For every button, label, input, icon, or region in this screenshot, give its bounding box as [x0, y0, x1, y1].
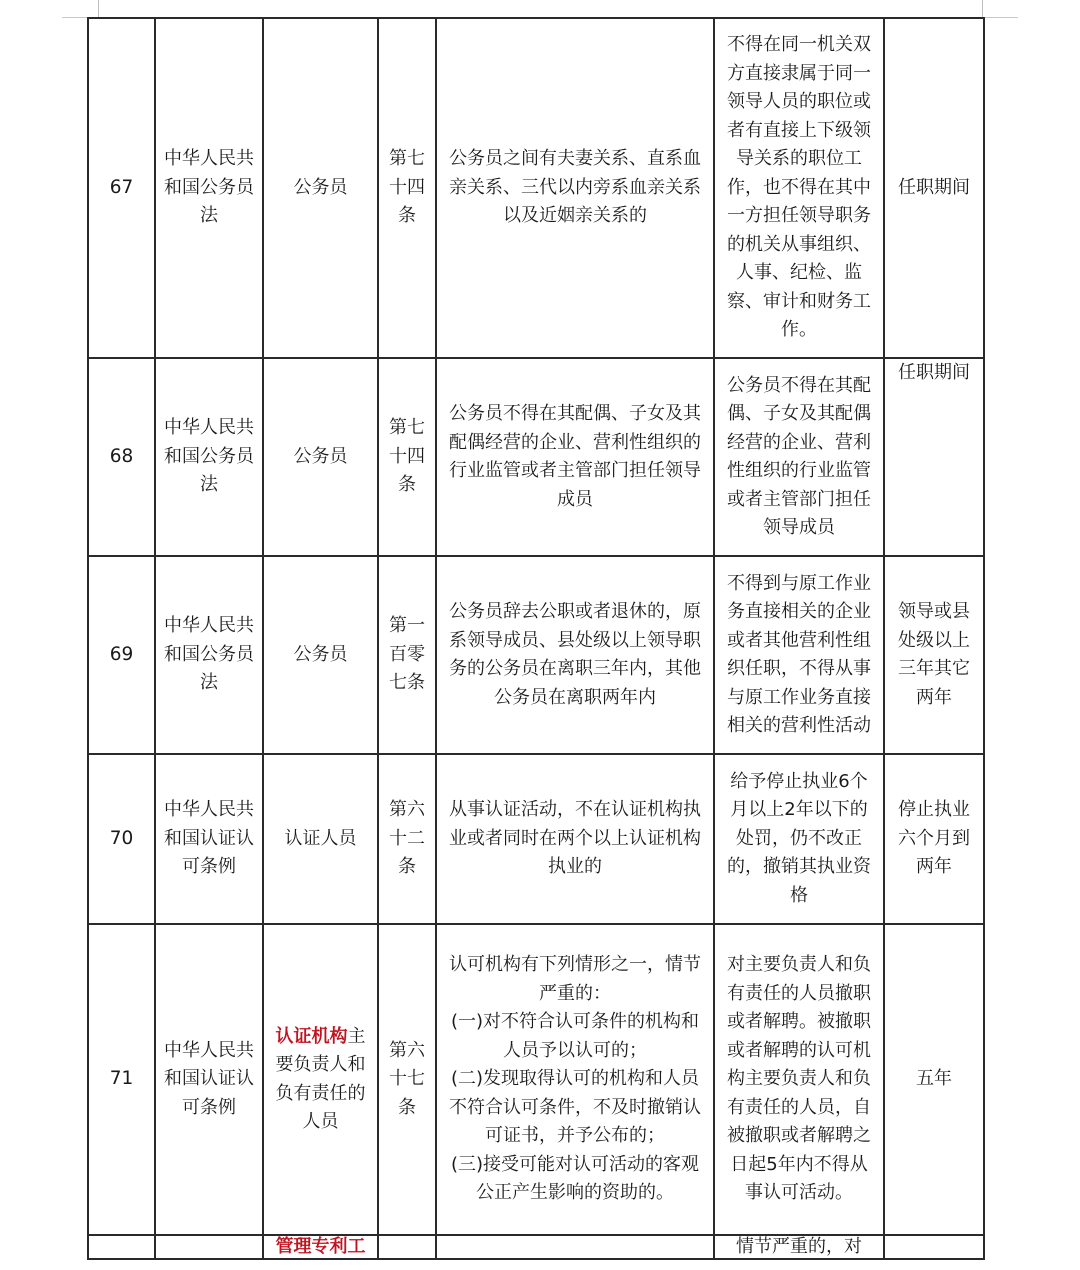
- restriction: 给予停止执业6个月以上2年以下的处罚，仍不改正的，撤销其执业资格: [714, 754, 884, 924]
- subject: 公务员: [263, 18, 378, 358]
- page-left-edge: [98, 0, 99, 17]
- restriction: 情节严重的，对: [714, 1235, 884, 1259]
- situation-line: (三)接受可能对认可活动的客观公正产生影响的资助的。: [450, 1153, 700, 1204]
- subject: 认证人员: [263, 754, 378, 924]
- row-number: [88, 1235, 155, 1259]
- duration: 任职期间: [884, 358, 984, 556]
- law-name: [155, 1235, 263, 1259]
- row-number: 69: [88, 556, 155, 754]
- situation: 公务员辞去公职或者退休的，原系领导成员、县处级以上领导职务的公务员在离职三年内，其他公务员在离职两年内: [436, 556, 714, 754]
- situation-line: 认可机构有下列情形之一，情节严重的：: [449, 954, 701, 1004]
- clause: 第六十七条: [378, 924, 436, 1235]
- duration: 停止执业六个月到两年: [884, 754, 984, 924]
- situation: 从事认证活动，不在认证机构执业或者同时在两个以上认证机构执业的: [436, 754, 714, 924]
- restriction: 公务员不得在其配偶、子女及其配偶经营的企业、营利性组织的行业监管或者主管部门担任领导成员: [714, 358, 884, 556]
- law-name: 中华人民共和国认证认可条例: [155, 924, 263, 1235]
- table-row: [88, 18, 984, 358]
- clause: 第一百零七条: [378, 556, 436, 754]
- row-number: 68: [88, 358, 155, 556]
- subject: 公务员: [263, 556, 378, 754]
- clause: 第七十四条: [378, 358, 436, 556]
- subject-highlight: 管理专利工: [275, 1236, 366, 1257]
- table-row: [88, 358, 984, 556]
- regulation-table: [87, 17, 985, 1260]
- table-row: [88, 924, 984, 1235]
- law-name: 中华人民共和国公务员法: [155, 358, 263, 556]
- duration: 五年: [884, 924, 984, 1235]
- duration: 领导或县处级以上三年其它两年: [884, 556, 984, 754]
- law-name: 中华人民共和国认证认可条例: [155, 754, 263, 924]
- clause: [378, 1235, 436, 1259]
- subject: 公务员: [263, 358, 378, 556]
- duration: 任职期间: [884, 18, 984, 358]
- law-name: 中华人民共和国公务员法: [155, 556, 263, 754]
- situation: 公务员之间有夫妻关系、直系血亲关系、三代以内旁系血亲关系以及近姻亲关系的: [436, 18, 714, 358]
- restriction: 对主要负责人和负有责任的人员撤职或者解聘。被撤职或者解聘的认可机构主要负责人和负有责任的人员，自被撤职或者解聘之日起5年内不得从事认可活动。: [714, 924, 884, 1235]
- subject-highlight: 认证机构: [275, 1025, 348, 1047]
- restriction: 不得到与原工作业务直接相关的企业或者其他营利性组织任职，不得从事与原工作业务直接相关的营利性活动: [714, 556, 884, 754]
- row-number: 70: [88, 754, 155, 924]
- clause: 第七十四条: [378, 18, 436, 358]
- subject-rest: 主要负责人和负有责任的人员: [275, 1025, 366, 1132]
- subject: [263, 924, 378, 1235]
- situation-line: (一)对不符合认可条件的机构和人员予以认可的；: [450, 1011, 700, 1061]
- page-right-edge: [982, 0, 983, 17]
- duration: [884, 1235, 984, 1259]
- clause: 第六十二条: [378, 754, 436, 924]
- subject: [263, 1235, 378, 1259]
- situation-line: (二)发现取得认可的机构和人员不符合认可条件，不及时撤销认可证书，并予公布的；: [449, 1068, 701, 1147]
- law-name: 中华人民共和国公务员法: [155, 18, 263, 358]
- row-number: 67: [88, 18, 155, 358]
- table-row: [88, 556, 984, 754]
- row-number: 71: [88, 924, 155, 1235]
- table-row-partial: [88, 1235, 984, 1259]
- situation: [436, 924, 714, 1235]
- situation: [436, 1235, 714, 1259]
- table-row: [88, 754, 984, 924]
- restriction: 不得在同一机关双方直接隶属于同一领导人员的职位或者有直接上下级领导关系的职位工作，也不得在其中一方担任领导职务的机关从事组织、人事、纪检、监察、审计和财务工作。: [714, 18, 884, 358]
- situation: 公务员不得在其配偶、子女及其配偶经营的企业、营利性组织的行业监管或者主管部门担任领导成员: [436, 358, 714, 556]
